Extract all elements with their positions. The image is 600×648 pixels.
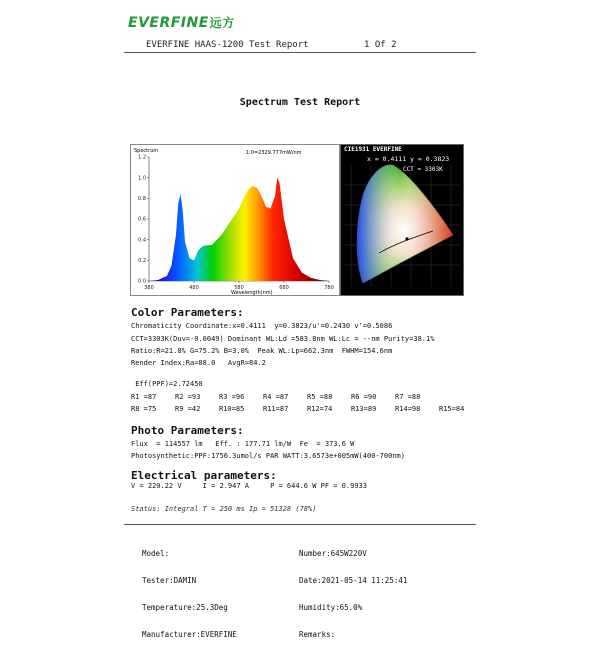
cie-cct: CCT = 3303K: [403, 166, 443, 173]
meta-humidity: Humidity:65.0%: [299, 603, 363, 612]
cie-title: CIE1931 EVERFINE: [344, 146, 402, 153]
electrical-line: V = 220.22 V I = 2.947 A P = 644.6 W PF = 0.9933: [131, 482, 368, 490]
r-value: R3 =96: [219, 393, 245, 401]
spectrum-chart: [130, 144, 340, 296]
status-line: Status: Integral T = 250 ms Ip = 51328 (78%): [131, 505, 317, 513]
meta-temperature: Temperature:25.3Deg: [142, 603, 228, 612]
electrical-heading: Electrical parameters:: [131, 469, 277, 482]
meta-date: Date:2021-05-14 11:25:41: [299, 576, 408, 585]
y-tick-label: 1.2: [138, 154, 146, 161]
y-tick-label: 1.0: [138, 175, 146, 182]
cie-chart: [340, 144, 464, 296]
footer-divider: [124, 524, 476, 525]
spectrum-area: [149, 178, 329, 281]
r-value: R5 =88: [307, 393, 333, 401]
r-value: R2 =93: [175, 393, 201, 401]
header-divider: [124, 52, 476, 53]
r-value: R10=85: [219, 405, 245, 413]
y-tick-label: 0.0: [138, 278, 146, 285]
spectrum-xlabel: Wavelength(nm): [231, 290, 273, 295]
brand-name-cn: 远方: [209, 16, 235, 30]
meta-model: Model:: [142, 549, 170, 558]
spectrum-svg: [131, 145, 339, 295]
r-value: R15=84: [439, 405, 465, 413]
photo-line-photosynthetic: Photosynthetic:PPF:1756.3umol/s PAR WATT:3.6573e+005mW(400-700nm): [131, 452, 405, 460]
x-tick-label: 780: [324, 285, 334, 291]
color-line-ratio: Ratio:R=21.8% G=75.2% B=3.0% Peak WL:Lp=662.3nm FWHM=154.6nm: [131, 347, 393, 355]
r-value: R7 =88: [395, 393, 421, 401]
r-row-1: [131, 393, 439, 401]
y-tick-label: 0.6: [138, 216, 146, 223]
photo-line-flux: Flux = 114557 lm Eff. : 177.71 lm/W Fe = 373.6 W: [131, 440, 355, 448]
footer-left: [142, 531, 237, 648]
page-indicator: 1 Of 2: [364, 40, 397, 50]
spectrum-ylabel: Spectrum: [134, 148, 159, 154]
y-tick-label: 0.8: [138, 196, 146, 203]
x-tick-label: 580: [234, 285, 244, 291]
r-row-2: [131, 405, 483, 413]
meta-tester: Tester:DAMIN: [142, 576, 197, 585]
brand-name: EVERFINE: [128, 15, 209, 31]
meta-number: Number:645W220V: [299, 549, 367, 558]
eff-ppf: Eff(PPF)=2.72450: [131, 380, 203, 388]
x-tick-label: 680: [279, 285, 289, 291]
report-name: EVERFINE HAAS-1200 Test Report: [146, 40, 309, 50]
cie-svg: [341, 145, 463, 295]
r-value: R14=98: [395, 405, 421, 413]
r-value: R11=87: [263, 405, 289, 413]
meta-remarks: Remarks:: [299, 630, 336, 639]
r-value: R13=89: [351, 405, 377, 413]
peak-note: 1.0=2329.777mW/nm: [246, 150, 302, 156]
r-value: R12=74: [307, 405, 333, 413]
r-value: R4 =87: [263, 393, 289, 401]
cie-coords: x = 0.4111 y = 0.3823: [367, 155, 450, 163]
y-tick-label: 0.4: [138, 237, 146, 244]
footer-right: [299, 531, 407, 648]
photo-params-heading: Photo Parameters:: [131, 424, 244, 437]
y-tick-label: 0.2: [138, 258, 146, 265]
r-value: R6 =90: [351, 393, 377, 401]
color-line-chromaticity: Chromaticity Coordinate:x=0.4111 y=0.3823/u'=0.2430 v'=0.5086: [131, 322, 393, 330]
r-value: R9 =42: [175, 405, 201, 413]
r-value: R8 =75: [131, 405, 157, 413]
cie-horseshoe-tint: [357, 165, 453, 283]
r-value: R1 =87: [131, 393, 157, 401]
chromaticity-point: [405, 237, 408, 240]
x-tick-label: 380: [144, 285, 154, 291]
color-line-cct: CCT=3303K(Duv=-0.0049) Dominant WL:Ld =583.8nm WL:Lc = --nm Purity=38.1%: [131, 335, 435, 343]
meta-manufacturer: Manufacturer:EVERFINE: [142, 630, 237, 639]
x-tick-label: 480: [189, 285, 199, 291]
color-params-heading: Color Parameters:: [131, 306, 244, 319]
document-title: Spectrum Test Report: [239, 97, 361, 108]
everfine-logo: [128, 14, 235, 31]
color-line-render-index: Render Index:Ra=88.0 AvgR=84.2: [131, 359, 266, 367]
